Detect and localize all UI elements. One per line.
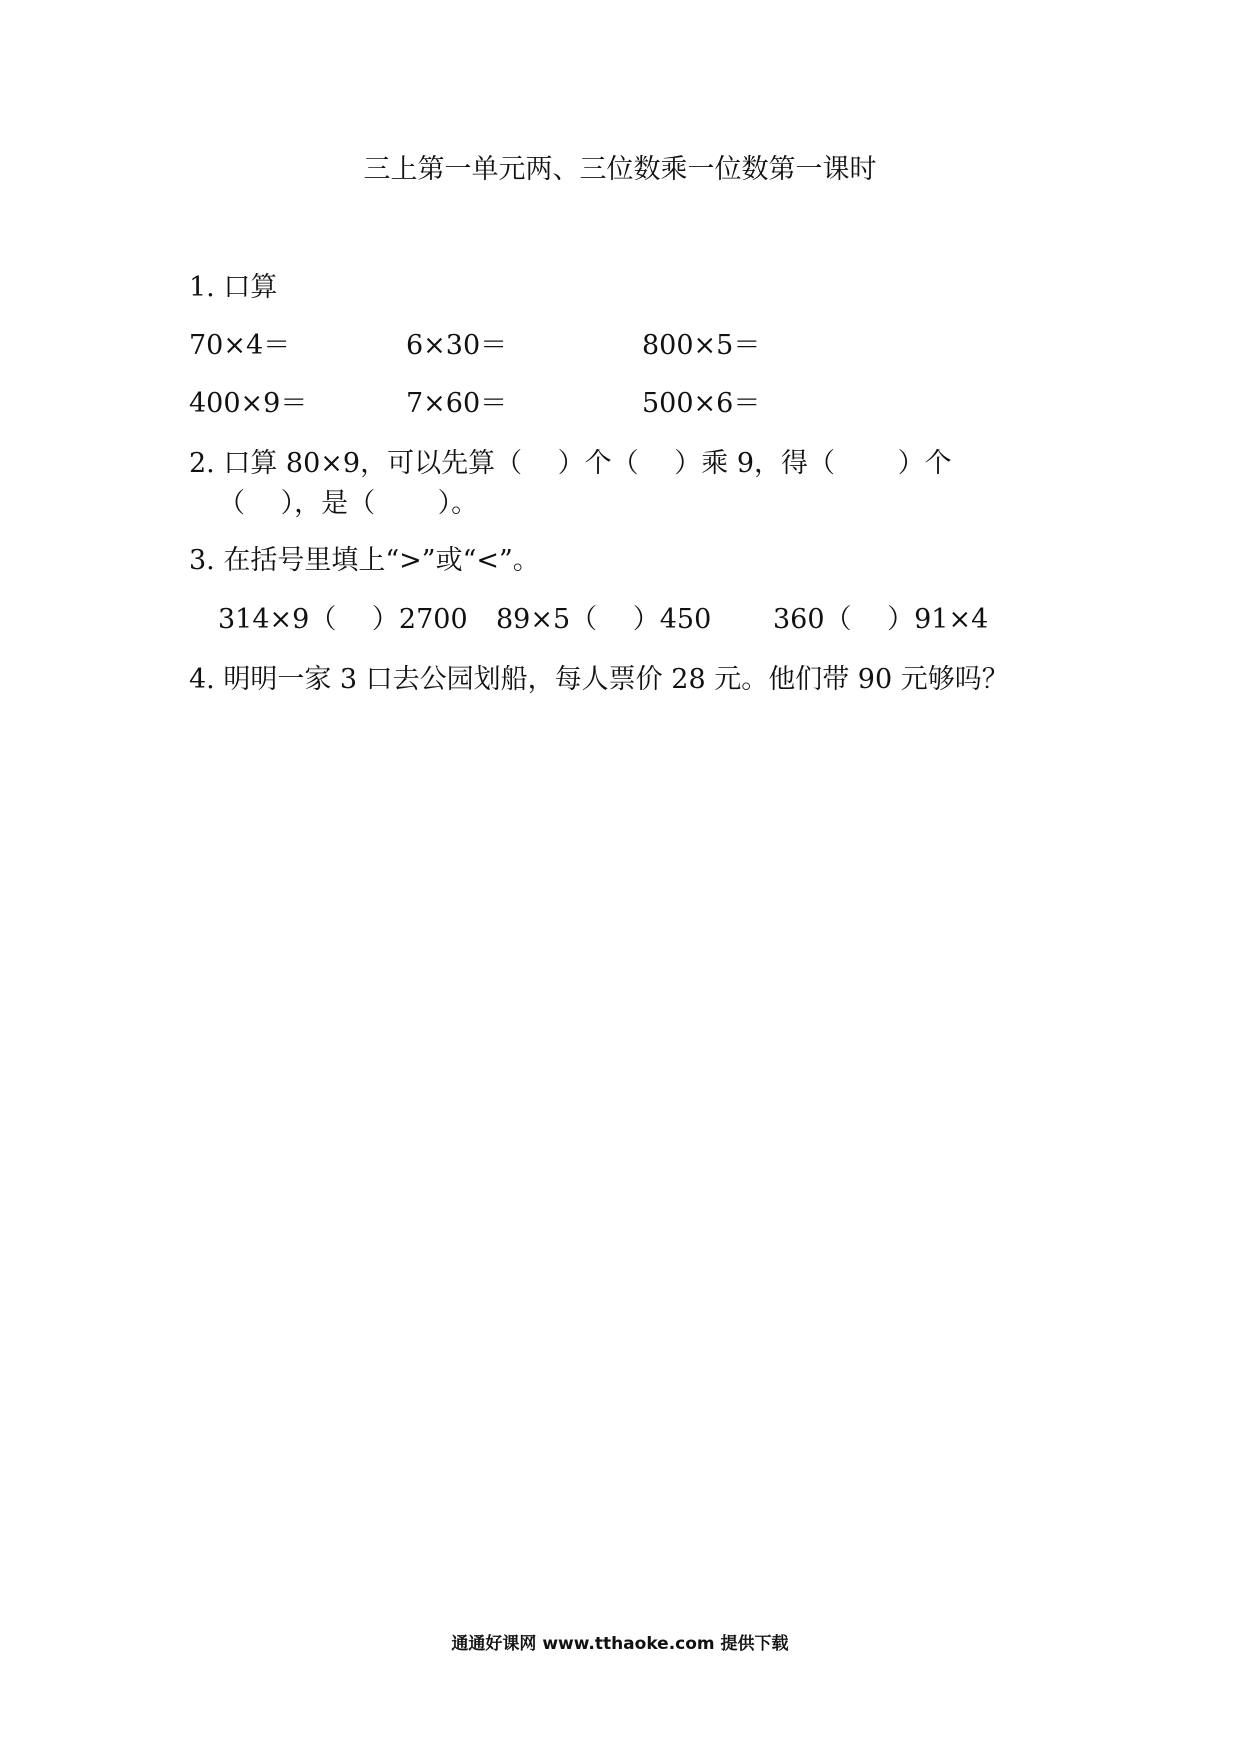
question-2-line-2: （ ），是（ ）。	[218, 488, 479, 519]
q1-item: 400×9＝	[189, 388, 308, 419]
q1-item: 800×5＝	[642, 330, 761, 361]
q1-item: 6×30＝	[406, 330, 508, 361]
question-1-heading: 1. 口算	[189, 272, 278, 303]
question-3-heading: 3. 在括号里填上“>”或“<”。	[189, 545, 540, 576]
page-title: 三上第一单元两、三位数乘一位数第一课时	[363, 154, 877, 185]
question-4: 4. 明明一家 3 口去公园划船，每人票价 28 元。他们带 90 元够吗？	[189, 664, 1009, 695]
q3-item: 314×9（ ）2700	[218, 604, 468, 635]
q1-item: 70×4＝	[189, 330, 291, 361]
footer-source: 通通好课网 www.tthaoke.com 提供下载	[451, 1634, 789, 1654]
question-2-line-1: 2. 口算 80×9，可以先算（ ）个（ ）乘 9，得（ ）个	[189, 448, 952, 479]
q1-item: 7×60＝	[406, 388, 508, 419]
q3-item: 89×5（ ）450	[496, 604, 712, 635]
q1-item: 500×6＝	[642, 388, 761, 419]
q3-item: 360（ ）91×4	[773, 604, 989, 635]
